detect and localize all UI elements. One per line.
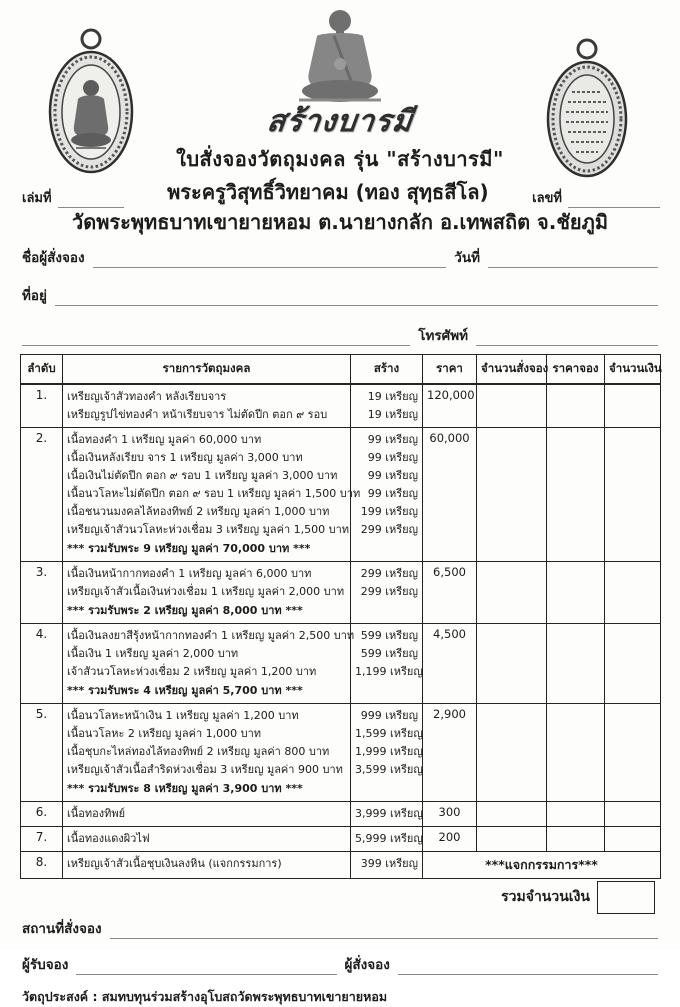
made-count-cell <box>351 802 423 827</box>
receiver-line <box>76 958 336 975</box>
item-list-cell <box>63 704 351 802</box>
order-qty-cell <box>477 562 547 624</box>
row-summary: *** รวมรับพระ 2 เหรียญ มูลค่า 8,000 บาท *** <box>67 604 303 617</box>
made-count: 19 เหรียญ <box>367 408 418 421</box>
amount-cell <box>605 704 661 802</box>
made-count: 299 เหรียญ <box>360 585 418 598</box>
orderer-sign-label: ผู้สั่งจอง <box>344 957 390 973</box>
reserve-price-cell <box>547 384 605 428</box>
table-row <box>21 802 661 827</box>
item-text: เนื้อเงิน 1 เหรียญ มูลค่า 2,000 บาท <box>67 647 239 660</box>
reserve-price-cell <box>547 802 605 827</box>
made-count: 599 เหรียญ <box>360 647 418 660</box>
item-list-cell <box>63 384 351 428</box>
order-qty-cell <box>477 428 547 562</box>
logo-calligraphy: สร้างบารมี <box>264 104 416 139</box>
price-cell: 4,500 <box>423 624 477 704</box>
made-count: 599 เหรียญ <box>360 629 418 642</box>
phone-label: โทรศัพท์ <box>418 328 468 344</box>
reserve-price-cell <box>547 624 605 704</box>
table-row <box>21 827 661 852</box>
item-list-cell <box>63 562 351 624</box>
made-count-cell <box>351 704 423 802</box>
item-text: เนื้อทองคำ 1 เหรียญ มูลค่า 60,000 บาท <box>67 433 262 446</box>
price-cell: 200 <box>423 827 477 852</box>
serial-no-label: เลขที่ <box>532 191 562 206</box>
item-text: เหรียญรูปไข่ทองคำ หน้าเรียบจาร ไม่ตัดปีก ตอก ๙ รอบ <box>67 408 328 421</box>
orderer-sign-line <box>398 958 658 975</box>
col-header-reserve-price: ราคาจอง <box>547 355 605 385</box>
col-header-no: ลำดับ <box>21 355 63 385</box>
order-table <box>20 354 661 879</box>
price-cell: 300 <box>423 802 477 827</box>
order-place-label: สถานที่สั่งจอง <box>22 921 102 937</box>
item-list-cell <box>63 624 355 704</box>
made-count: 99 เหรียญ <box>367 487 418 500</box>
item-text: เนื้อเงินหลังเรียบ จาร 1 เหรียญ มูลค่า 3,000 บาท <box>67 451 303 464</box>
made-count: 99 เหรียญ <box>367 469 418 482</box>
order-info-section <box>22 246 658 346</box>
amount-cell <box>605 384 661 428</box>
order-qty-cell <box>477 384 547 428</box>
made-count: 99 เหรียญ <box>367 451 418 464</box>
item-text: เนื้อชุบกะไหล่ทองไล้ทองทิพย์ 2 เหรียญ มูลค่า 800 บาท <box>67 745 330 758</box>
made-count-cell <box>351 428 423 562</box>
table-row <box>21 384 661 428</box>
amount-cell <box>605 428 661 562</box>
address-label: ที่อยู่ <box>22 288 47 304</box>
table-row <box>21 428 661 562</box>
item-list-cell <box>63 802 351 827</box>
col-header-amount: จำนวนเงิน <box>605 355 661 385</box>
item-text: เนื้อทองแดงผิวไฟ <box>67 832 150 845</box>
made-count-cell <box>351 852 423 879</box>
row-number-cell: 6. <box>21 802 63 827</box>
col-header-price: ราคา <box>423 355 477 385</box>
made-count: 1,599 เหรียญ <box>355 727 423 740</box>
order-qty-cell <box>477 624 547 704</box>
table-row <box>21 704 661 802</box>
item-text: เนื้อชนวนมงคลไล้ทองทิพย์ 2 เหรียญ มูลค่า 1,000 บาท <box>67 505 330 518</box>
col-header-made: สร้าง <box>351 355 423 385</box>
order-place-line <box>110 922 658 939</box>
table-row <box>21 562 661 624</box>
price-cell: 6,500 <box>423 562 477 624</box>
made-count: 399 เหรียญ <box>360 857 418 870</box>
order-qty-cell <box>477 704 547 802</box>
table-row <box>21 624 661 704</box>
made-count-cell <box>351 562 423 624</box>
row-number-cell: 3. <box>21 562 63 624</box>
price-cell: 2,900 <box>423 704 477 802</box>
made-count: 299 เหรียญ <box>360 523 418 536</box>
row-number-cell: 2. <box>21 428 63 562</box>
reserve-price-cell <box>547 827 605 852</box>
receiver-label: ผู้รับจอง <box>22 957 69 973</box>
price-cell: 60,000 <box>423 428 477 562</box>
reserve-price-cell <box>547 704 605 802</box>
date-label: วันที่ <box>454 250 480 266</box>
item-text: เนื้อนวโลหะหน้าเงิน 1 เหรียญ มูลค่า 1,200 บาท <box>67 709 299 722</box>
reserve-price-cell <box>547 428 605 562</box>
orderer-name-line <box>93 251 447 268</box>
address-line-2 <box>22 329 410 346</box>
total-row <box>0 879 655 915</box>
order-qty-cell <box>477 802 547 827</box>
made-count: 5,999 เหรียญ <box>355 832 423 845</box>
row-summary: *** รวมรับพระ 8 เหรียญ มูลค่า 3,900 บาท *** <box>67 782 303 795</box>
item-text: เหรียญเจ้าสัวเนื้อชุบเงินลงหิน (แจกกรรมการ) <box>67 857 282 870</box>
item-text: เหรียญเจ้าสัวทองคำ หลังเรียบจาร <box>67 390 227 403</box>
made-count: 3,999 เหรียญ <box>355 807 423 820</box>
made-count: 999 เหรียญ <box>360 709 418 722</box>
made-count-cell <box>351 827 423 852</box>
made-count: 19 เหรียญ <box>367 390 418 403</box>
amount-cell <box>605 624 661 704</box>
form-header <box>0 0 680 236</box>
item-list-cell <box>63 827 351 852</box>
item-text: เหรียญเจ้าสัวเนื้อสำริดห่วงเชื่อม 3 เหรียญ มูลค่า 900 บาท <box>67 763 343 776</box>
address-line <box>55 289 658 306</box>
amount-cell <box>605 802 661 827</box>
row-number-cell: 1. <box>21 384 63 428</box>
row-number-cell: 7. <box>21 827 63 852</box>
made-count-cell <box>351 384 423 428</box>
amount-cell <box>605 827 661 852</box>
made-count: 1,199 เหรียญ <box>355 665 423 678</box>
page-title: ใบสั่งจองวัตถุมงคล รุ่น "สร้างบารมี" <box>176 147 504 171</box>
col-header-order-qty: จำนวนสั่งจอง <box>477 355 547 385</box>
col-header-items: รายการวัตถุมงคล <box>63 355 351 385</box>
order-qty-cell <box>477 827 547 852</box>
item-list-cell <box>63 428 361 562</box>
form-footer <box>22 917 658 1007</box>
purpose-note: วัตถุประสงค์ : สมทบทุนร่วมสร้างอุโบสถวัดพระพุทธบาทเขายายหอม <box>22 989 388 1004</box>
item-text: เนื้อนวโลหะไม่ตัดปีก ตอก ๙ รอบ 1 เหรียญ มูลค่า 1,500 บาท <box>67 487 361 500</box>
made-count: 99 เหรียญ <box>367 433 418 446</box>
order-table-body <box>21 384 661 879</box>
table-header-row <box>21 355 661 385</box>
item-text: เนื้อทองทิพย์ <box>67 807 126 820</box>
made-count: 3,599 เหรียญ <box>355 763 423 776</box>
item-text: เหรียญเจ้าสัวนวโลหะห่วงเชื่อม 3 เหรียญ มูลค่า 1,500 บาท <box>67 523 350 536</box>
temple-address: วัดพระพุทธบาทเขายายหอม ต.นายางกลัก อ.เทพสถิต จ.ชัยภูมิ <box>71 210 608 234</box>
item-text: เนื้อนวโลหะ 2 เหรียญ มูลค่า 1,000 บาท <box>67 727 262 740</box>
row-summary: *** รวมรับพระ 4 เหรียญ มูลค่า 5,700 บาท *** <box>67 684 303 697</box>
volume-no-label: เล่มที่ <box>22 191 52 206</box>
row-number-cell: 8. <box>21 852 63 879</box>
committee-note-cell: ***แจกกรรมการ*** <box>423 852 661 879</box>
reserve-price-cell <box>547 562 605 624</box>
orderer-name-label: ชื่อผู้สั่งจอง <box>22 250 85 266</box>
phone-line <box>476 329 658 346</box>
price-cell: 120,000 <box>423 384 477 428</box>
row-summary: *** รวมรับพระ 9 เหรียญ มูลค่า 70,000 บาท *** <box>67 542 311 555</box>
total-label: รวมจำนวนเงิน <box>501 889 590 905</box>
table-row <box>21 852 661 879</box>
monk-photo <box>279 6 401 102</box>
made-count: 299 เหรียญ <box>360 567 418 580</box>
item-text: เนื้อเงินลงยาสีรุ้งหน้ากากทองคำ 1 เหรียญ มูลค่า 2,500 บาท <box>67 629 355 642</box>
item-text: เจ้าสัวนวโลหะห่วงเชื่อม 2 เหรียญ มูลค่า 1,200 บาท <box>67 665 317 678</box>
item-list-cell <box>63 852 351 879</box>
amount-cell <box>605 562 661 624</box>
item-text: เหรียญเจ้าสัวเนื้อเงินห่วงเชื่อม 1 เหรียญ มูลค่า 2,000 บาท <box>67 585 345 598</box>
item-text: เนื้อเงินหน้ากากทองคำ 1 เหรียญ มูลค่า 6,000 บาท <box>67 567 312 580</box>
row-number-cell: 5. <box>21 704 63 802</box>
item-text: เนื้อเงินไม่ตัดปีก ตอก ๙ รอบ 1 เหรียญ มูลค่า 3,000 บาท <box>67 469 338 482</box>
made-count: 199 เหรียญ <box>360 505 418 518</box>
made-count-cell <box>351 624 423 704</box>
total-amount-box <box>597 881 655 914</box>
monk-name: พระครูวิสุทธิ์วิทยาคม (ทอง สุทฺธสีโล) <box>167 180 489 204</box>
row-number-cell: 4. <box>21 624 63 704</box>
date-line <box>488 251 658 268</box>
made-count: 1,999 เหรียญ <box>355 745 423 758</box>
